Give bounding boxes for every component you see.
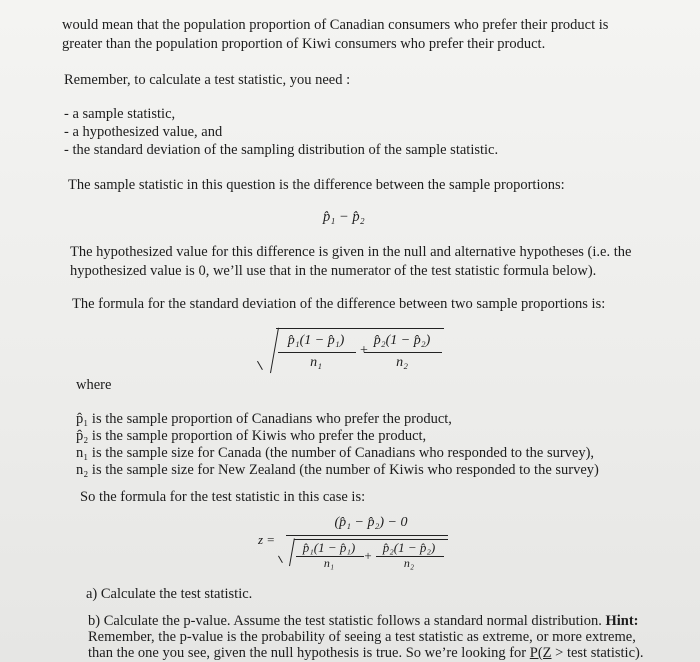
- where-label: where: [76, 377, 112, 393]
- sd-fraction-bar-1: [278, 352, 356, 353]
- sd-radical-bar: [276, 328, 444, 329]
- hypothesized-line-2: hypothesized value is 0, we’ll use that in the numerator of the test statistic formula below).: [70, 263, 597, 279]
- definition-p1: p̂₁ is the sample proportion of Canadians who prefer the product,: [76, 411, 452, 427]
- probability-expression: P(Z: [529, 645, 552, 661]
- test-statistic-intro: So the formula for the test statistic in this case is:: [80, 489, 366, 505]
- z-main-fraction-bar: [286, 535, 448, 536]
- difference-expression: p̂₁ − p̂₂: [323, 209, 365, 225]
- formula-intro-line: The formula for the standard deviation of the difference between two sample proportions is:: [72, 296, 606, 312]
- z-numerator: (p̂₁ − p̂₂) − 0: [334, 515, 408, 530]
- z-sd-numerator-2: p̂₂(1 − p̂₂): [382, 540, 436, 555]
- z-label: z =: [258, 532, 276, 547]
- hint-label: Hint:: [605, 613, 639, 629]
- question-b-line-1: [88, 613, 639, 630]
- sd-radical-tick: [257, 361, 263, 370]
- sd-fraction-bar-2: [364, 352, 442, 353]
- intro-line-2: greater than the population proportion of Kiwi consumers who prefer their product.: [62, 36, 546, 52]
- hypothesized-line-1: The hypothesized value for this difference is given in the null and alternative hypotheses (i.e. the: [70, 244, 632, 260]
- definition-p2: p̂₂ is the sample proportion of Kiwis who prefer the product,: [76, 428, 427, 444]
- remember-line: Remember, to calculate a test statistic, you need :: [64, 72, 351, 88]
- z-radical-tick: [278, 556, 283, 563]
- definition-n2: n₂ is the sample size for New Zealand (the number of Kiwis who responded to the survey): [76, 462, 599, 478]
- sd-numerator-2: p̂₂(1 − p̂₂): [373, 333, 431, 348]
- probability-expression-tail: > test statistic).: [551, 645, 644, 661]
- question-b-line-3-text: than the one you see, given the null hypothesis is true. So we’re looking for: [88, 645, 527, 661]
- intro-line-1: would mean that the population proportion of Canadian consumers who prefer their product is: [62, 17, 609, 33]
- bullet-hypothesized-value: - a hypothesized value, and: [64, 124, 223, 140]
- question-a: a) Calculate the test statistic.: [86, 586, 253, 602]
- sd-numerator-1: p̂₁(1 − p̂₁): [287, 333, 345, 348]
- bullet-sample-statistic: - a sample statistic,: [64, 106, 176, 122]
- definition-n1: n₁ is the sample size for Canada (the number of Canadians who responded to the survey),: [76, 445, 595, 461]
- question-b-line-3: [88, 645, 643, 662]
- sd-denominator-2: n₂: [396, 355, 408, 370]
- sd-denominator-1: n₁: [310, 355, 322, 370]
- bullet-standard-deviation: - the standard deviation of the sampling distribution of the sample statistic.: [64, 142, 499, 158]
- sample-statistic-line: The sample statistic in this question is the difference between the sample proportions:: [68, 177, 565, 193]
- z-sd-plus: +: [364, 548, 372, 563]
- z-sd-denominator-2: n₂: [403, 556, 415, 570]
- sd-plus: +: [360, 343, 368, 358]
- question-b-text: b) Calculate the p-value. Assume the test statistic follows a standard normal distribution.: [88, 613, 602, 629]
- question-b-line-2: Remember, the p-value is the probability of seeing a test statistic as extreme, or more extreme,: [88, 629, 636, 645]
- z-sd-numerator-1: p̂₁(1 − p̂₁): [302, 540, 356, 555]
- z-sd-denominator-1: n₁: [323, 556, 335, 570]
